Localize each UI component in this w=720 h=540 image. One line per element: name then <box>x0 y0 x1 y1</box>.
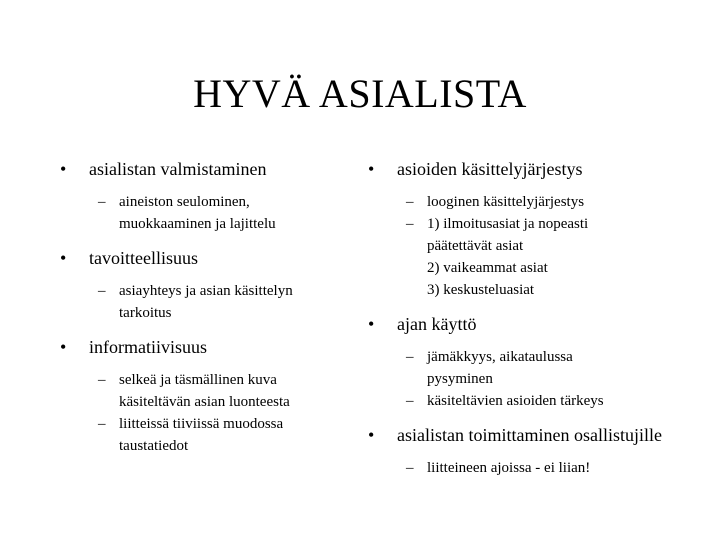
sub-list <box>60 280 350 324</box>
sub-item <box>60 369 350 413</box>
bullet-text: ajan käyttö <box>397 314 477 334</box>
sub-item <box>60 191 350 235</box>
sub-item-line: asiayhteys ja asian käsittelyn <box>119 283 293 299</box>
sub-item <box>60 413 350 457</box>
sub-item-line: looginen käsittelyjärjestys <box>427 194 585 210</box>
sub-list <box>368 457 668 479</box>
sub-item-line: aineiston seulominen, <box>119 194 250 210</box>
sub-item-line: 2) vaikeammat asiat <box>427 260 548 276</box>
sub-item <box>60 280 350 324</box>
bullet-text: asialistan valmistaminen <box>89 159 267 179</box>
dash-icon: – <box>406 460 414 476</box>
bullet-item <box>60 158 350 181</box>
bullet-text: tavoitteellisuus <box>89 248 198 268</box>
sub-list <box>368 191 668 301</box>
bullet-icon: • <box>60 159 67 179</box>
sub-item-line: selkeä ja täsmällinen kuva <box>119 372 277 388</box>
sub-item-line: muokkaaminen ja lajittelu <box>119 216 276 232</box>
bullet-item <box>60 336 350 359</box>
right-column <box>368 158 668 491</box>
sub-item-line: 3) keskusteluasiat <box>427 282 535 298</box>
slide-title: HYVÄ ASIALISTA <box>193 71 527 116</box>
sub-list <box>368 346 668 412</box>
bullet-icon: • <box>60 337 67 357</box>
sub-item-line: taustatiedot <box>119 438 189 454</box>
sub-item-line: pysyminen <box>427 371 493 387</box>
bullet-icon: • <box>60 248 67 268</box>
bullet-icon: • <box>368 159 375 179</box>
bullet-item <box>368 313 668 336</box>
sub-item <box>368 346 668 390</box>
dash-icon: – <box>98 194 106 210</box>
sub-item-line: 1) ilmoitusasiat ja nopeasti <box>427 216 589 232</box>
sub-item-line: käsiteltävien asioiden tärkeys <box>427 393 604 409</box>
dash-icon: – <box>98 372 106 388</box>
sub-item-line: jämäkkyys, aikataulussa <box>427 349 573 365</box>
left-column <box>60 158 350 469</box>
sub-list <box>60 191 350 235</box>
bullet-item <box>60 247 350 270</box>
bullet-icon: • <box>368 314 375 334</box>
sub-item <box>368 457 668 479</box>
bullet-item <box>368 424 668 447</box>
dash-icon: – <box>406 216 414 232</box>
sub-item <box>368 191 668 213</box>
dash-icon: – <box>406 349 414 365</box>
sub-item-line: käsiteltävän asian luonteesta <box>119 394 290 410</box>
sub-item <box>368 390 668 412</box>
sub-item-line: liitteissä tiiviissä muodossa <box>119 416 284 432</box>
sub-item-line: päätettävät asiat <box>427 238 524 254</box>
bullet-text: asioiden käsittelyjärjestys <box>397 159 583 179</box>
sub-list <box>60 369 350 457</box>
bullet-text: informatiivisuus <box>89 337 207 357</box>
dash-icon: – <box>98 416 106 432</box>
bullet-icon: • <box>368 425 375 445</box>
dash-icon: – <box>406 393 414 409</box>
sub-item-line: tarkoitus <box>119 305 172 321</box>
dash-icon: – <box>406 194 414 210</box>
dash-icon: – <box>98 283 106 299</box>
sub-item-line: liitteineen ajoissa - ei liian! <box>427 460 591 476</box>
bullet-text: asialistan toimittaminen osallistujille <box>397 425 662 445</box>
sub-item <box>368 213 668 301</box>
bullet-item <box>368 158 668 181</box>
